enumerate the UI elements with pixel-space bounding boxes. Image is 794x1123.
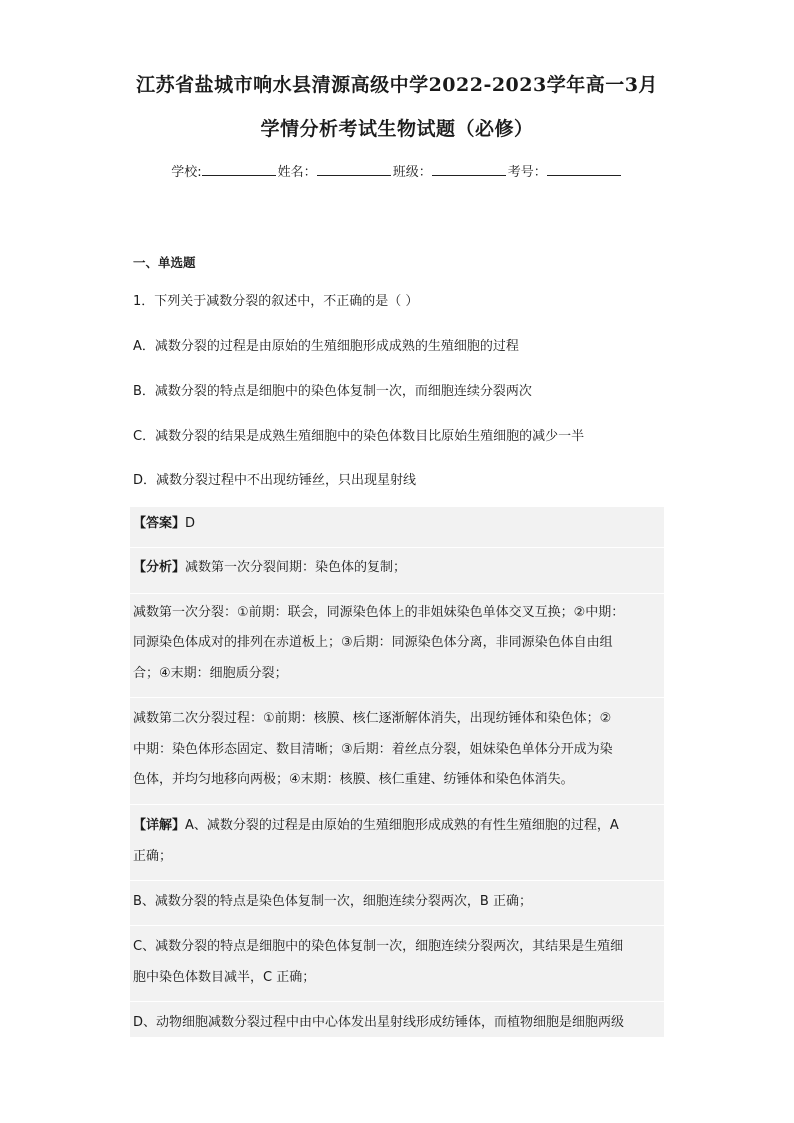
option-c: C．减数分裂的结果是成熟生殖细胞中的染色体数目比原始生殖细胞的减少一半 [133,429,585,444]
analysis-intro: 减数第一次分裂间期：染色体的复制； [185,560,407,575]
exam-number-blank [547,163,621,176]
analysis-meiosis1-line: 同源染色体成对的排列在赤道板上；③后期：同源染色体分离，非同源染色体自由组 [133,635,613,650]
class-blank [432,163,506,176]
detail-c-line: C、减数分裂的特点是细胞中的染色体复制一次，细胞连续分裂两次，其结果是生殖细 [133,939,624,954]
analysis-meiosis2-line: 色体，并均匀地移向两极；④末期：核膜、核仁重建、纺锤体和染色体消失。 [133,772,574,787]
question-stem: 1．下列关于减数分裂的叙述中，不正确的是（ ） [133,294,419,309]
analysis-meiosis2-line: 减数第二次分裂过程：①前期：核膜、核仁逐渐解体消失，出现纺锤体和染色体；② [133,711,612,726]
option-b: B．减数分裂的特点是细胞中的染色体复制一次，而细胞连续分裂两次 [133,384,532,399]
name-label: 姓名： [277,165,317,180]
answer-value: D [185,516,196,531]
panel-divider [130,697,664,698]
detail-a-line: 正确； [133,849,173,864]
school-blank [202,163,276,176]
name-blank [317,163,391,176]
detail-d-line: D、动物细胞减数分裂过程中由中心体发出星射线形成纺锤体，而植物细胞是细胞两级 [133,1015,625,1030]
panel-divider [130,925,664,926]
analysis-meiosis1-line: 合；④末期：细胞质分裂； [133,666,288,681]
panel-divider [130,804,664,805]
analysis-meiosis2-line: 中期：染色体形态固定、数目清晰；③后期：着丝点分裂，姐妹染色单体分开成为染 [133,742,613,757]
option-d: D．减数分裂过程中不出现纺锤丝，只出现星射线 [133,473,417,488]
answer-line [133,515,195,533]
panel-divider [130,593,664,594]
class-label: 班级： [392,165,432,180]
analysis-tag: 【分析】 [133,560,186,575]
exam-number-label: 考号： [507,165,547,180]
detail-b-line: B、减数分裂的特点是染色体复制一次，细胞连续分裂两次，B 正确； [133,894,532,909]
analysis-meiosis1-line: 减数第一次分裂：①前期：联会，同源染色体上的非姐妹染色单体交叉互换；②中期： [133,605,625,620]
analysis-line-1 [133,559,406,577]
detail-tag: 【详解】 [133,818,186,833]
student-info-row [0,161,794,180]
answer-tag: 【答案】 [133,516,186,531]
detail-a-line [133,817,619,835]
page-title-line-2: 学情分析考试生物试题（必修） [260,118,534,140]
panel-divider [130,880,664,881]
answer-explanation-panel [130,507,664,1037]
panel-divider [130,1001,664,1002]
section-heading: 一、单选题 [133,255,196,270]
detail-c-line: 胞中染色体数目减半，C 正确； [133,970,316,985]
panel-divider [130,547,664,548]
option-a: A．减数分裂的过程是由原始的生殖细胞形成成熟的生殖细胞的过程 [133,339,519,354]
page-title-line-1: 江苏省盐城市响水县清源高级中学2022-2023学年高一3月 [136,74,658,96]
detail-a-text: A、减数分裂的过程是由原始的生殖细胞形成成熟的有性生殖细胞的过程，A [185,818,619,833]
school-label: 学校: [171,165,202,180]
